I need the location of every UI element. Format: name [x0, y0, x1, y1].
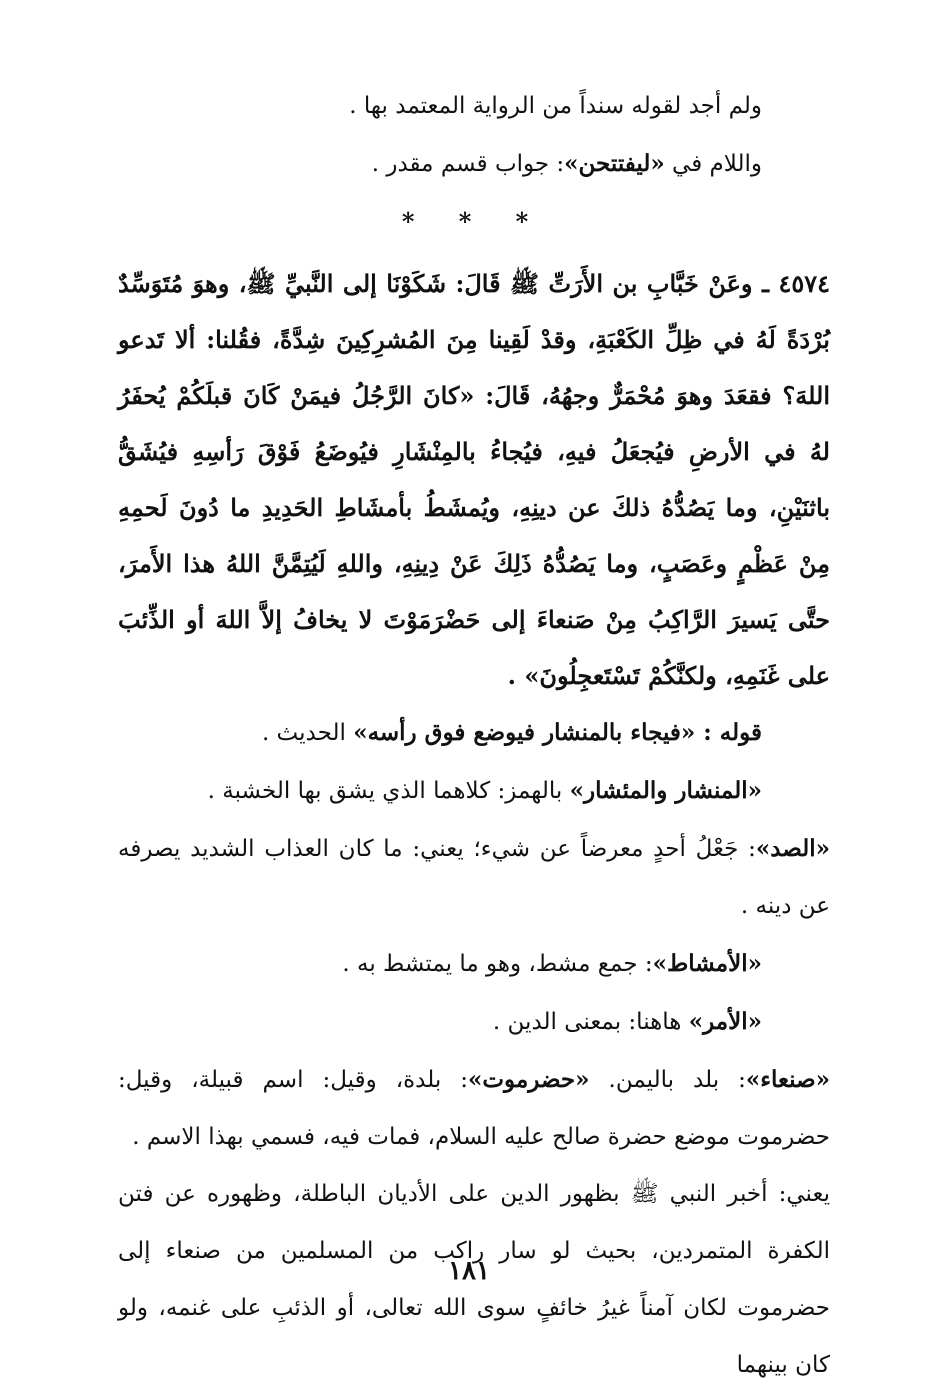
- note-3-text: : جمع مشط، وهو ما يمتشط به .: [342, 951, 653, 977]
- note-sanaa-hadramawt: [118, 1051, 830, 1166]
- intro-line-2-pre: واللام في: [664, 151, 762, 177]
- hadith-text: ٤٥٧٤ ـ وعَنْ خَبَّابِ بن الأَرَتِّ ﷺ قَالَ: شَكَوْنَا إلى النَّبيِّ ﷺ، وهوَ مُتَوَسِّدٌ بُرْدَةً لَهُ في ظِلِّ الكَعْبَةِ، وقدْ لَقِينا مِنَ المُشرِكِينَ شِدَّةً، فقُلنا: ألا تَدعو اللهَ؟ فقعَدَ وهوَ مُحْمَرٌّ وجهُهُ، قَالَ: «كانَ الرَّجُلُ فيمَنْ كَانَ قبلَكُمْ يُحفَرُ لهُ في الأرضِ فيُجعَلُ فيهِ، فيُجاءُ بالمِنْشَارِ فيُوضَعُ فَوْقَ رَأسِهِ فيُشَقُّ باثنَيْنِ، وما يَصُدُّهُ ذلكَ عن دينِهِ، ويُمشَطُ بأمشَاطِ الحَدِيدِ ما دُونَ لَحمِهِ مِنْ عَظْمٍ وعَصَبٍ، وما يَصُدُّهُ ذَلِكَ عَنْ دِينِهِ، واللهِ لَيُتِمَّنَّ اللهُ هذا الأَمرَ، حتَّى يَسيرَ الرَّاكِبُ مِنْ صَنعاءَ إلى حَضْرَمَوْتَ لا يخافُ إلاَّ اللهَ أو الذِّئبَ على غَنَمِهِ، ولكنَّكُمْ تَسْتَعجِلُونَ» .: [118, 269, 831, 690]
- intro-line-2-post: : جواب قسم مقدر .: [371, 151, 565, 177]
- note-1: [118, 762, 830, 820]
- hadith-4574: [118, 256, 830, 704]
- note-4-text: هاهنا: بمعنى الدين .: [492, 1009, 689, 1035]
- note-0-term: قوله : «فيجاء بالمنشار فيوضع فوق رأسه»: [353, 719, 762, 746]
- note-2-term: «الصد»: [755, 835, 830, 862]
- note-1-term: «المنشار والمئشار»: [569, 777, 762, 804]
- section-separator: * * *: [401, 207, 547, 236]
- note-0: [118, 704, 830, 762]
- sanaa-term: «صنعاء»: [745, 1066, 830, 1093]
- hadramawt-term: «حضرموت»: [468, 1066, 590, 1093]
- note-1-text: بالهمز: كلاهما الذي يشق بها الخشبة .: [207, 778, 570, 804]
- note-0-text: الحديث .: [261, 720, 354, 746]
- intro-line-1: ولم أجد لقوله سنداً من الرواية المعتمد بها .: [349, 93, 762, 119]
- note-3-term: «الأمشاط»: [652, 950, 762, 977]
- note-2-text: : جَعْلُ أحدٍ معرضاً عن شيء؛ يعني: ما كان العذاب الشديد يصرفه عن دينه .: [118, 836, 830, 919]
- page-number: ١٨١: [448, 1256, 490, 1286]
- paragraph-intro-1: [118, 78, 830, 135]
- intro-line-2-bold: «ليفتتحن»: [564, 150, 665, 177]
- paragraph-intro-2: [118, 135, 830, 193]
- note-4-term: «الأمر»: [688, 1008, 762, 1035]
- sanaa-definition: : بلد باليمن.: [589, 1067, 746, 1093]
- note-3: [118, 935, 830, 993]
- note-2: [118, 820, 830, 935]
- note-4: [118, 993, 830, 1051]
- explanation-text: يعني: أخبر النبي ﷺ بظهور الدين على الأديان الباطلة، وظهوره عن فتن الكفرة المتمردين، بحيث لو سار راكب من المسلمين من صنعاء إلى حضرموت لكان آمناً غيرُ خائفٍ سوى الله تعالى، أو الذئبِ على غنمه، ولو كان بينهما: [118, 1181, 830, 1378]
- hadramawt-definition: : بلدة، وقيل: اسم قبيلة، وقيل: حضرموت موضع حضرة صالح عليه السلام، فمات فيه، فسمي بهذا الاسم .: [118, 1067, 830, 1150]
- page-body: [118, 78, 830, 1394]
